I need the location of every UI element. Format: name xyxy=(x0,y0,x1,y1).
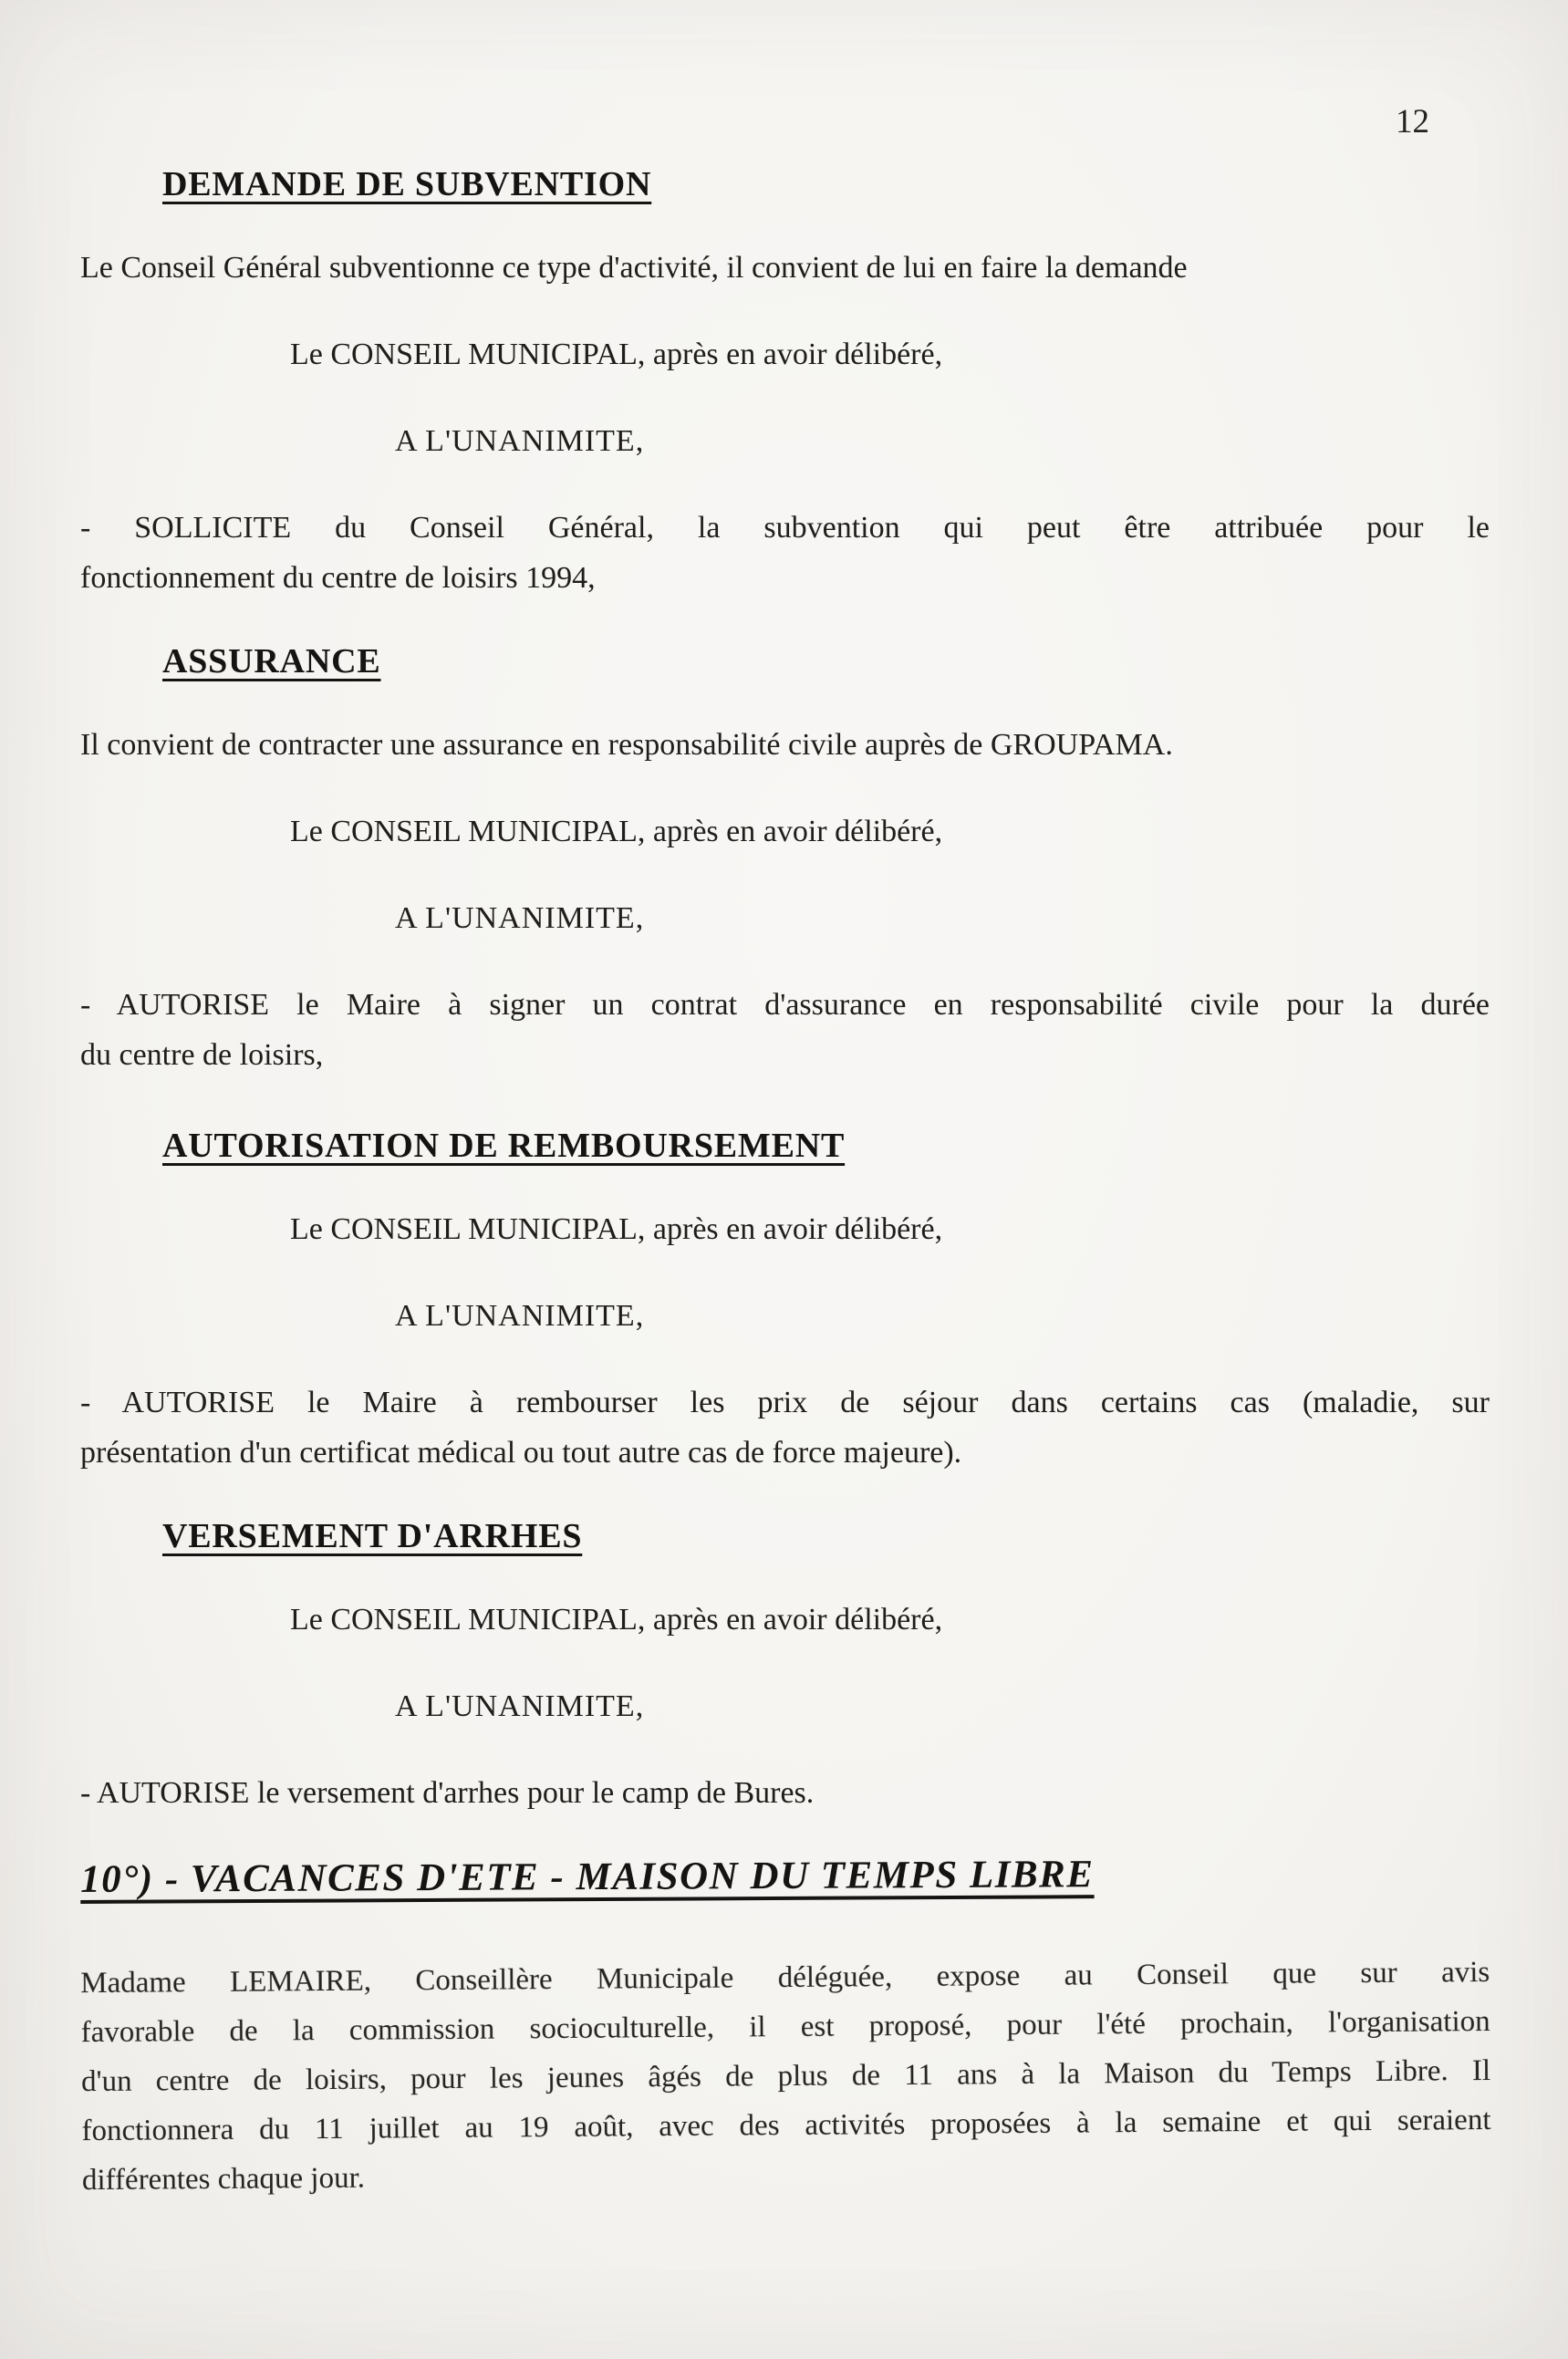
intro-paragraph: Il convient de contracter une assurance en responsabilité civile auprès de GROUPAMA. xyxy=(80,728,1173,762)
text-line: d'un centre de loisirs, pour les jeunes âgés de plus de 11 ans à la Maison du Temps Libre. Il xyxy=(80,2053,1491,2099)
text-line: différentes chaque jour. xyxy=(81,2161,366,2198)
section-demande-de-subvention xyxy=(80,162,1490,603)
heading-text: AUTORISATION DE REMBOURSEMENT xyxy=(162,1127,846,1165)
section-versement-d-arrhes xyxy=(80,1514,1490,1818)
section-heading xyxy=(162,1514,1490,1558)
deliberation-line: Le CONSEIL MUNICIPAL, après en avoir délibéré, xyxy=(290,1212,943,1246)
deliberation-line: Le CONSEIL MUNICIPAL, après en avoir délibéré, xyxy=(290,338,943,371)
heading-text: DEMANDE DE SUBVENTION xyxy=(162,165,652,203)
text-line: - AUTORISE le Maire à rembourser les prix de séjour dans certains cas (maladie, sur xyxy=(80,1386,1490,1419)
agenda-item-heading xyxy=(80,1847,1490,1906)
heading-text: 10°) - VACANCES D'ETE - MAISON DU TEMPS LIBRE xyxy=(80,1853,1095,1901)
heading-text: VERSEMENT D'ARRHES xyxy=(162,1517,583,1555)
text-line: favorable de la commission socioculturelle, il est proposé, pour l'été prochain, l'organisation xyxy=(80,2004,1490,2050)
agenda-item-paragraph xyxy=(80,1948,1491,2205)
intro-paragraph: Le Conseil Général subventionne ce type d'activité, il convient de lui en faire la demande xyxy=(80,251,1188,285)
resolution-paragraph xyxy=(80,1377,1490,1478)
vote-line: A L'UNANIMITE, xyxy=(395,1299,645,1333)
text-line: - AUTORISE le versement d'arrhes pour le camp de Bures. xyxy=(80,1776,815,1810)
resolution-paragraph xyxy=(80,503,1490,603)
text-line: du centre de loisirs, xyxy=(80,1038,324,1072)
resolution-paragraph xyxy=(80,1768,1490,1818)
section-heading xyxy=(162,1124,1490,1168)
agenda-item-10 xyxy=(80,1853,1491,2198)
vote-line: A L'UNANIMITE, xyxy=(395,1689,645,1723)
vote-line: A L'UNANIMITE, xyxy=(395,424,645,458)
deliberation-line: Le CONSEIL MUNICIPAL, après en avoir délibéré, xyxy=(290,1603,943,1637)
heading-text: ASSURANCE xyxy=(162,642,381,681)
text-line: fonctionnement du centre de loisirs 1994, xyxy=(80,561,596,595)
section-heading xyxy=(162,639,1490,683)
section-autorisation-de-remboursement xyxy=(80,1124,1490,1478)
resolution-paragraph xyxy=(80,980,1490,1080)
text-line: présentation d'un certificat médical ou tout autre cas de force majeure). xyxy=(80,1436,962,1470)
page-number: 12 xyxy=(1396,103,1429,140)
text-line: - SOLLICITE du Conseil Général, la subvention qui peut être attribuée pour le xyxy=(80,511,1490,545)
vote-line: A L'UNANIMITE, xyxy=(395,901,645,935)
text-line: fonctionnera du 11 juillet au 19 août, avec des activités proposées à la semaine et qui seraient xyxy=(81,2103,1491,2148)
section-assurance xyxy=(80,639,1490,1080)
section-heading xyxy=(162,162,1490,206)
deliberation-line: Le CONSEIL MUNICIPAL, après en avoir délibéré, xyxy=(290,815,943,848)
text-line: - AUTORISE le Maire à signer un contrat d'assurance en responsabilité civile pour la durée xyxy=(80,988,1490,1022)
text-line: Madame LEMAIRE, Conseillère Municipale déléguée, expose au Conseil que sur avis xyxy=(80,1955,1490,2000)
